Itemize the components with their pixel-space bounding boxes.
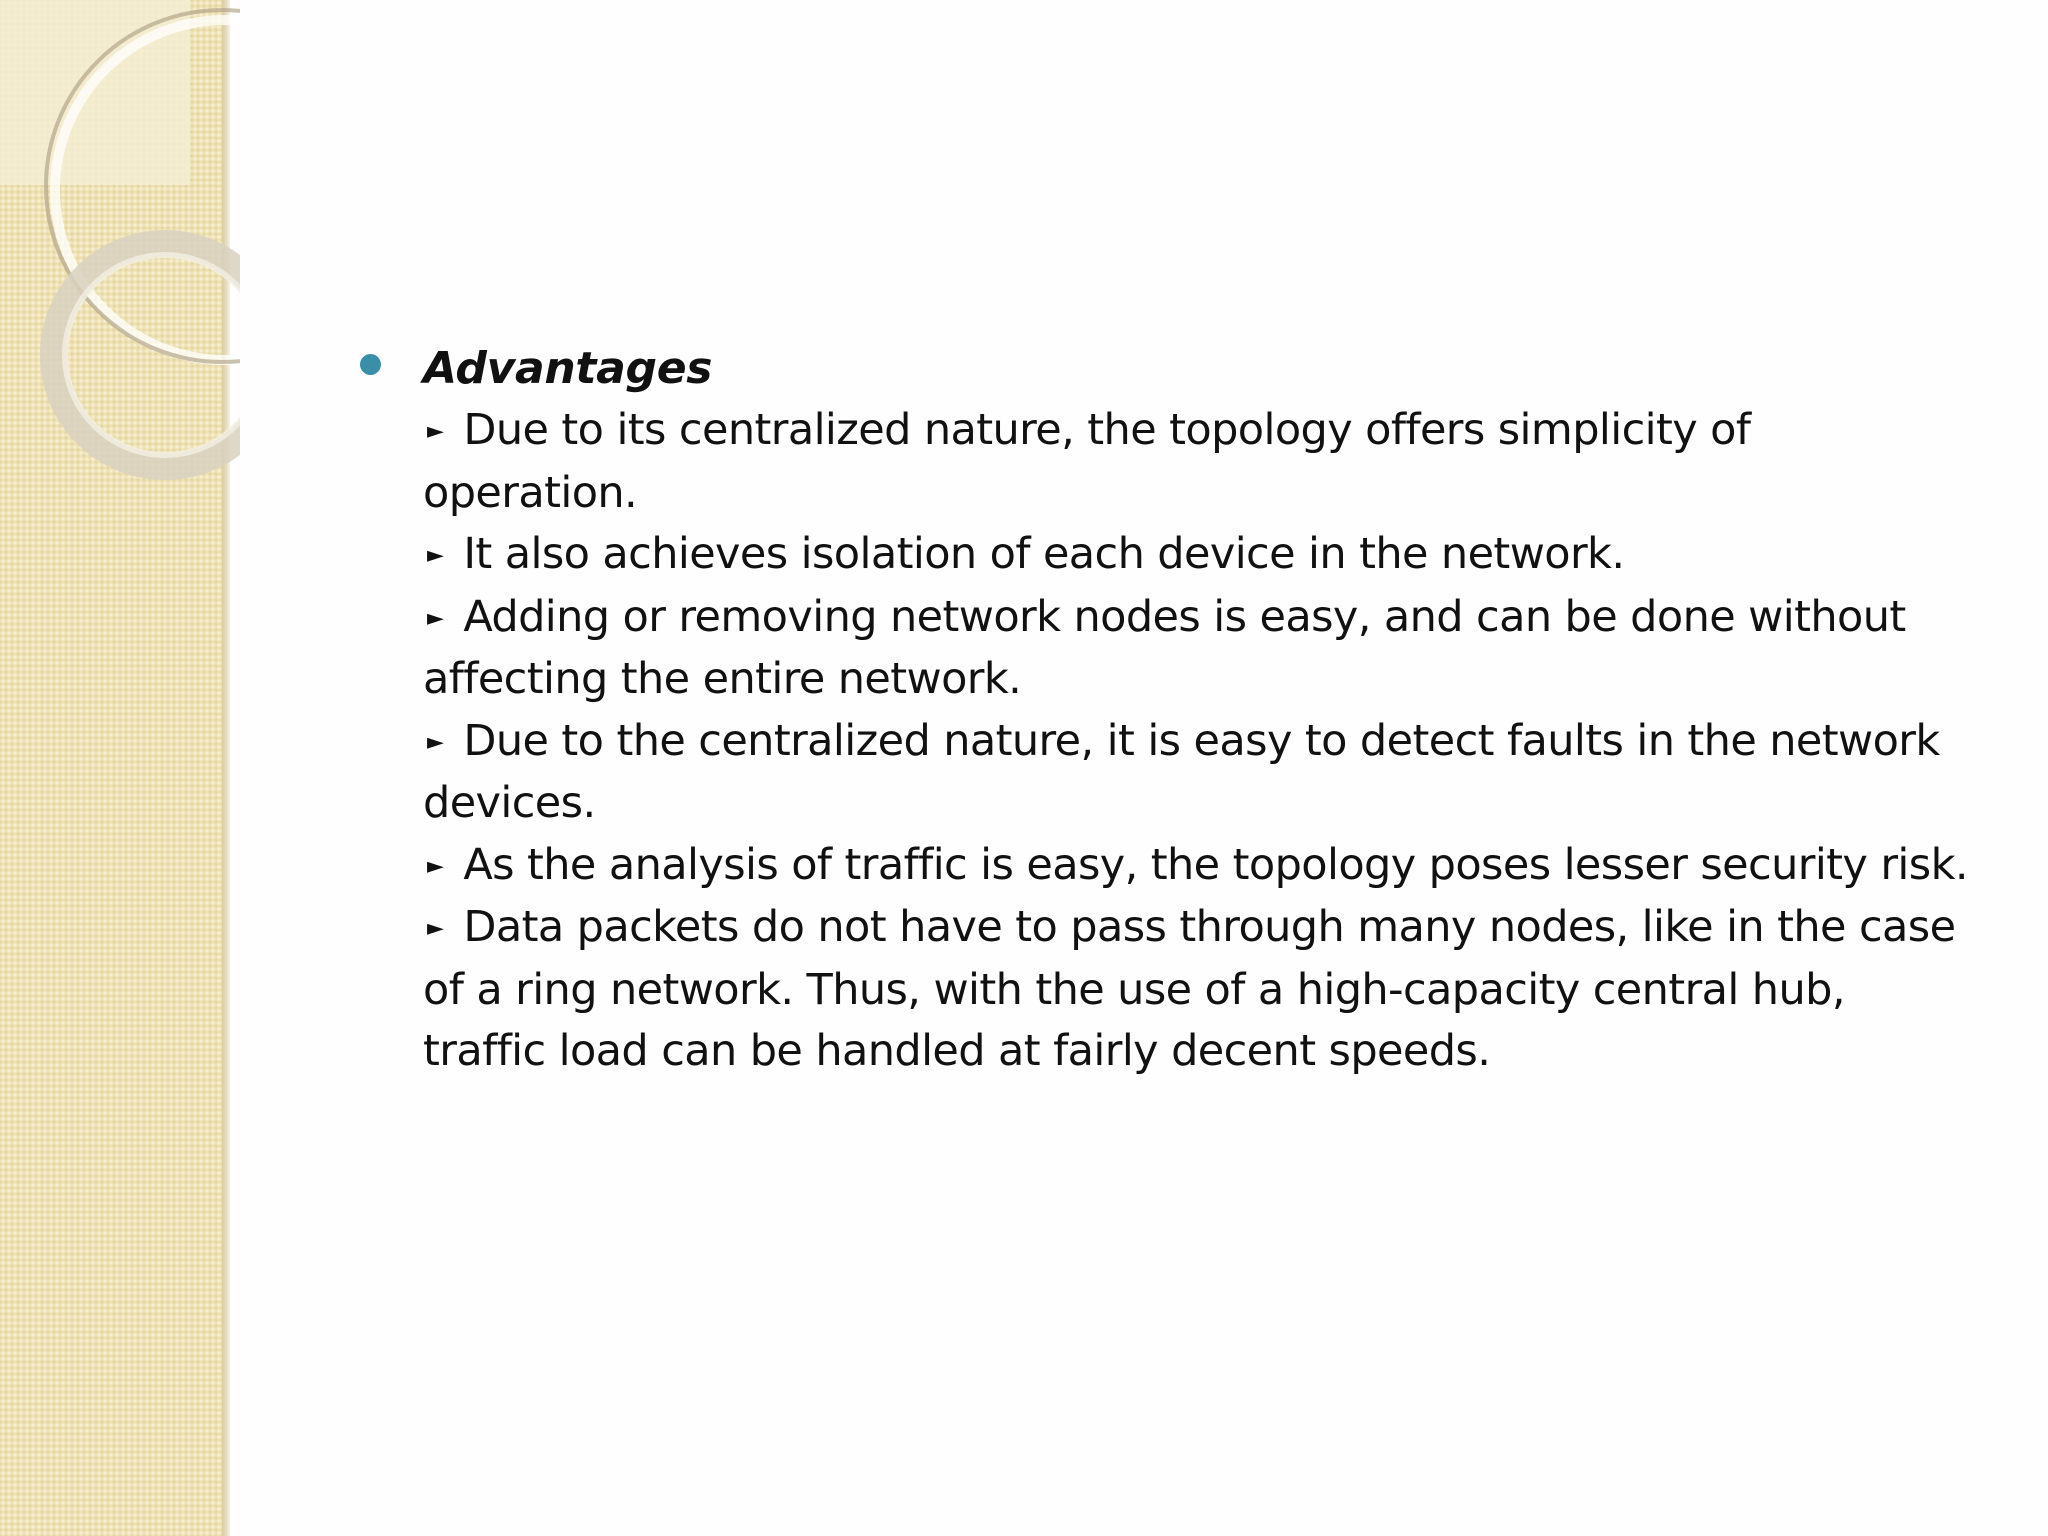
- filled-circle-icon: [360, 354, 381, 375]
- decorative-rings: [0, 0, 240, 520]
- list-item: [423, 897, 1975, 1083]
- triangle-arrow-icon: ►: [427, 419, 444, 444]
- list-item: [423, 587, 1975, 711]
- triangle-arrow-icon: ►: [427, 605, 444, 631]
- content-area: [355, 338, 1975, 1083]
- list-item-text: Due to the centralized nature, it is easy to detect faults in the network devices.: [423, 715, 1940, 828]
- list-item-text: Due to its centralized nature, the topology offers simplicity of operation.: [423, 405, 1751, 518]
- heading-row: [355, 338, 1975, 400]
- triangle-arrow-icon: ►: [427, 853, 444, 879]
- list-item: [423, 835, 1975, 898]
- list-item: [423, 524, 1975, 587]
- triangle-arrow-icon: ►: [427, 543, 444, 568]
- triangle-arrow-icon: ►: [427, 729, 444, 755]
- advantages-list: [355, 400, 1975, 1083]
- list-item-text: It also achieves isolation of each device in the network.: [463, 529, 1625, 579]
- triangle-arrow-icon: ►: [427, 916, 444, 941]
- list-item-text: Data packets do not have to pass through many nodes, like in the case of a ring network. Thus, with the use of a high-capacity central hub, traffic load can be handled at fairly decent speeds.: [423, 902, 1956, 1076]
- list-item: [423, 711, 1975, 835]
- list-item-text: Adding or removing network nodes is easy, and can be done without affecting the entire network.: [423, 591, 1906, 704]
- list-item-text: As the analysis of traffic is easy, the topology poses lesser security risk.: [463, 839, 1968, 890]
- list-item: [423, 400, 1975, 524]
- section-heading: Advantages: [423, 343, 713, 394]
